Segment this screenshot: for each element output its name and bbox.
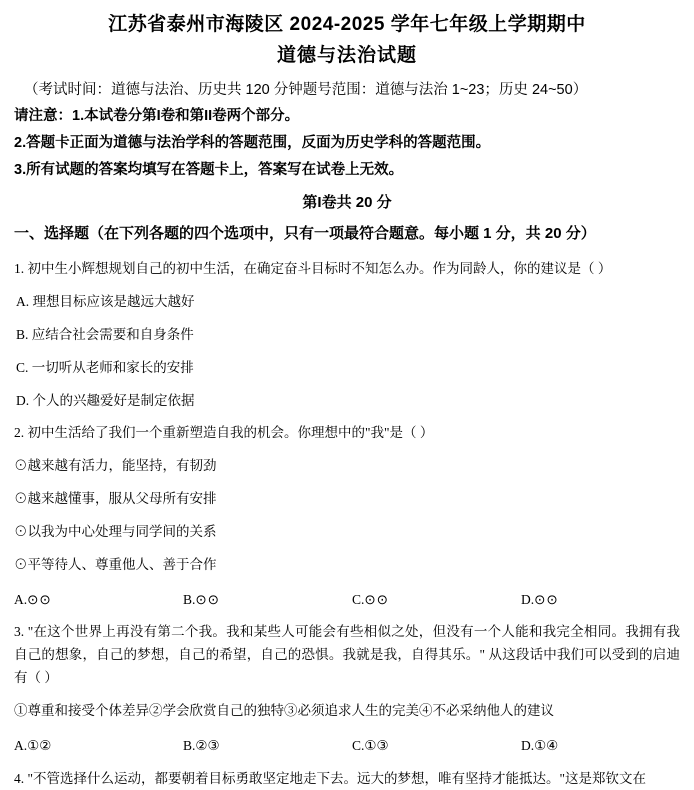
question-list-item: ⊙越来越有活力，能坚持，有韧劲 (14, 458, 217, 473)
question-statement-list: ①尊重和接受个体差异②学会欣赏自己的独特③必须追求人生的完美④不必采纳他人的建议 (14, 703, 554, 718)
question-option: A. 理想目标应该是越远大越好 (16, 294, 195, 309)
answer-choice-label: C. (351, 738, 365, 753)
answer-choice-label: C. (351, 592, 365, 607)
question-option: B. 应结合社会需要和自身条件 (16, 327, 194, 342)
answer-choice-marks: ①② (27, 738, 52, 753)
question-stem: 1. 初中生小辉想规划自己的初中生活，在确定奋斗目标时不知怎么办。作为同龄人，你的建议是（ ） (14, 261, 612, 276)
notice-line-2: 2.答题卡正面为道德与法治学科的答题范围，反面为历史学科的答题范围。 (14, 135, 491, 151)
answer-choice-marks: ⊙⊙ (195, 592, 220, 607)
answer-choice-d (521, 734, 680, 757)
answer-choice-c (352, 734, 521, 757)
answer-choice-b (183, 588, 352, 611)
question-stem: 4. "不管选择什么运动，都要朝着目标勇敢坚定地走下去。远大的梦想，唯有坚持才能抵达。"这是郑钦文在 (14, 771, 647, 786)
answer-choice-a (14, 588, 183, 611)
question-option: C. 一切听从老师和家长的安排 (16, 360, 194, 375)
answer-choice-label: B. (182, 738, 196, 753)
answer-choice-label: D. (520, 738, 535, 753)
answer-choice-label: A. (14, 738, 28, 753)
answer-choice-row (14, 734, 680, 757)
question-list-item: ⊙越来越懂事，服从父母所有安排 (14, 491, 217, 506)
question-option: D. 个人的兴趣爱好是制定依据 (16, 393, 195, 408)
answer-choice-a (14, 734, 183, 757)
page-subtitle: 道德与法治试题 (276, 45, 417, 66)
part-heading-multiple-choice: 一、选择题（在下列各题的四个选项中，只有一项最符合题意。每小题 1 分，共 20 分） (14, 225, 596, 242)
answer-choice-marks: ①③ (364, 738, 389, 753)
question-list-item: ⊙以我为中心处理与同学间的关系 (14, 524, 217, 539)
question-stem: 2. 初中生活给了我们一个重新塑造自我的机会。你理想中的"我"是（ ） (14, 425, 434, 440)
answer-choice-marks: ⊙⊙ (27, 592, 52, 607)
exam-info-line: （考试时间：道德与法治、历史共 120 分钟题号范围：道德与法治 1~23；历史 24~50） (24, 82, 588, 98)
answer-choice-label: B. (182, 592, 196, 607)
answer-choice-b (183, 734, 352, 757)
answer-choice-marks: ①④ (534, 738, 559, 753)
section-heading: 第I卷共 20 分 (302, 194, 392, 211)
answer-choice-row (14, 588, 680, 611)
notice-line-1: 请注意：1.本试卷分第I卷和第II卷两个部分。 (14, 108, 300, 124)
question-list-item: ⊙平等待人、尊重他人、善于合作 (14, 557, 217, 572)
notice-line-3: 3.所有试题的答案均填写在答题卡上，答案写在试卷上无效。 (14, 162, 404, 178)
answer-choice-d (521, 588, 680, 611)
answer-choice-label: D. (520, 592, 535, 607)
answer-choice-label: A. (14, 592, 28, 607)
answer-choice-c (352, 588, 521, 611)
answer-choice-marks: ②③ (195, 738, 220, 753)
page-title: 江苏省泰州市海陵区 2024-2025 学年七年级上学期期中 (108, 14, 586, 35)
answer-choice-marks: ⊙⊙ (364, 592, 389, 607)
answer-choice-marks: ⊙⊙ (534, 592, 559, 607)
question-stem: 3. "在这个世界上再没有第二个我。我和某些人可能会有些相似之处，但没有一个人能和我完全相同。我拥有我自己的想象，自己的梦想，自己的希望，自己的恐惧。我就是我，自得其乐。" 从这段话中我们可以受到的启迪有（ ） (14, 624, 680, 685)
